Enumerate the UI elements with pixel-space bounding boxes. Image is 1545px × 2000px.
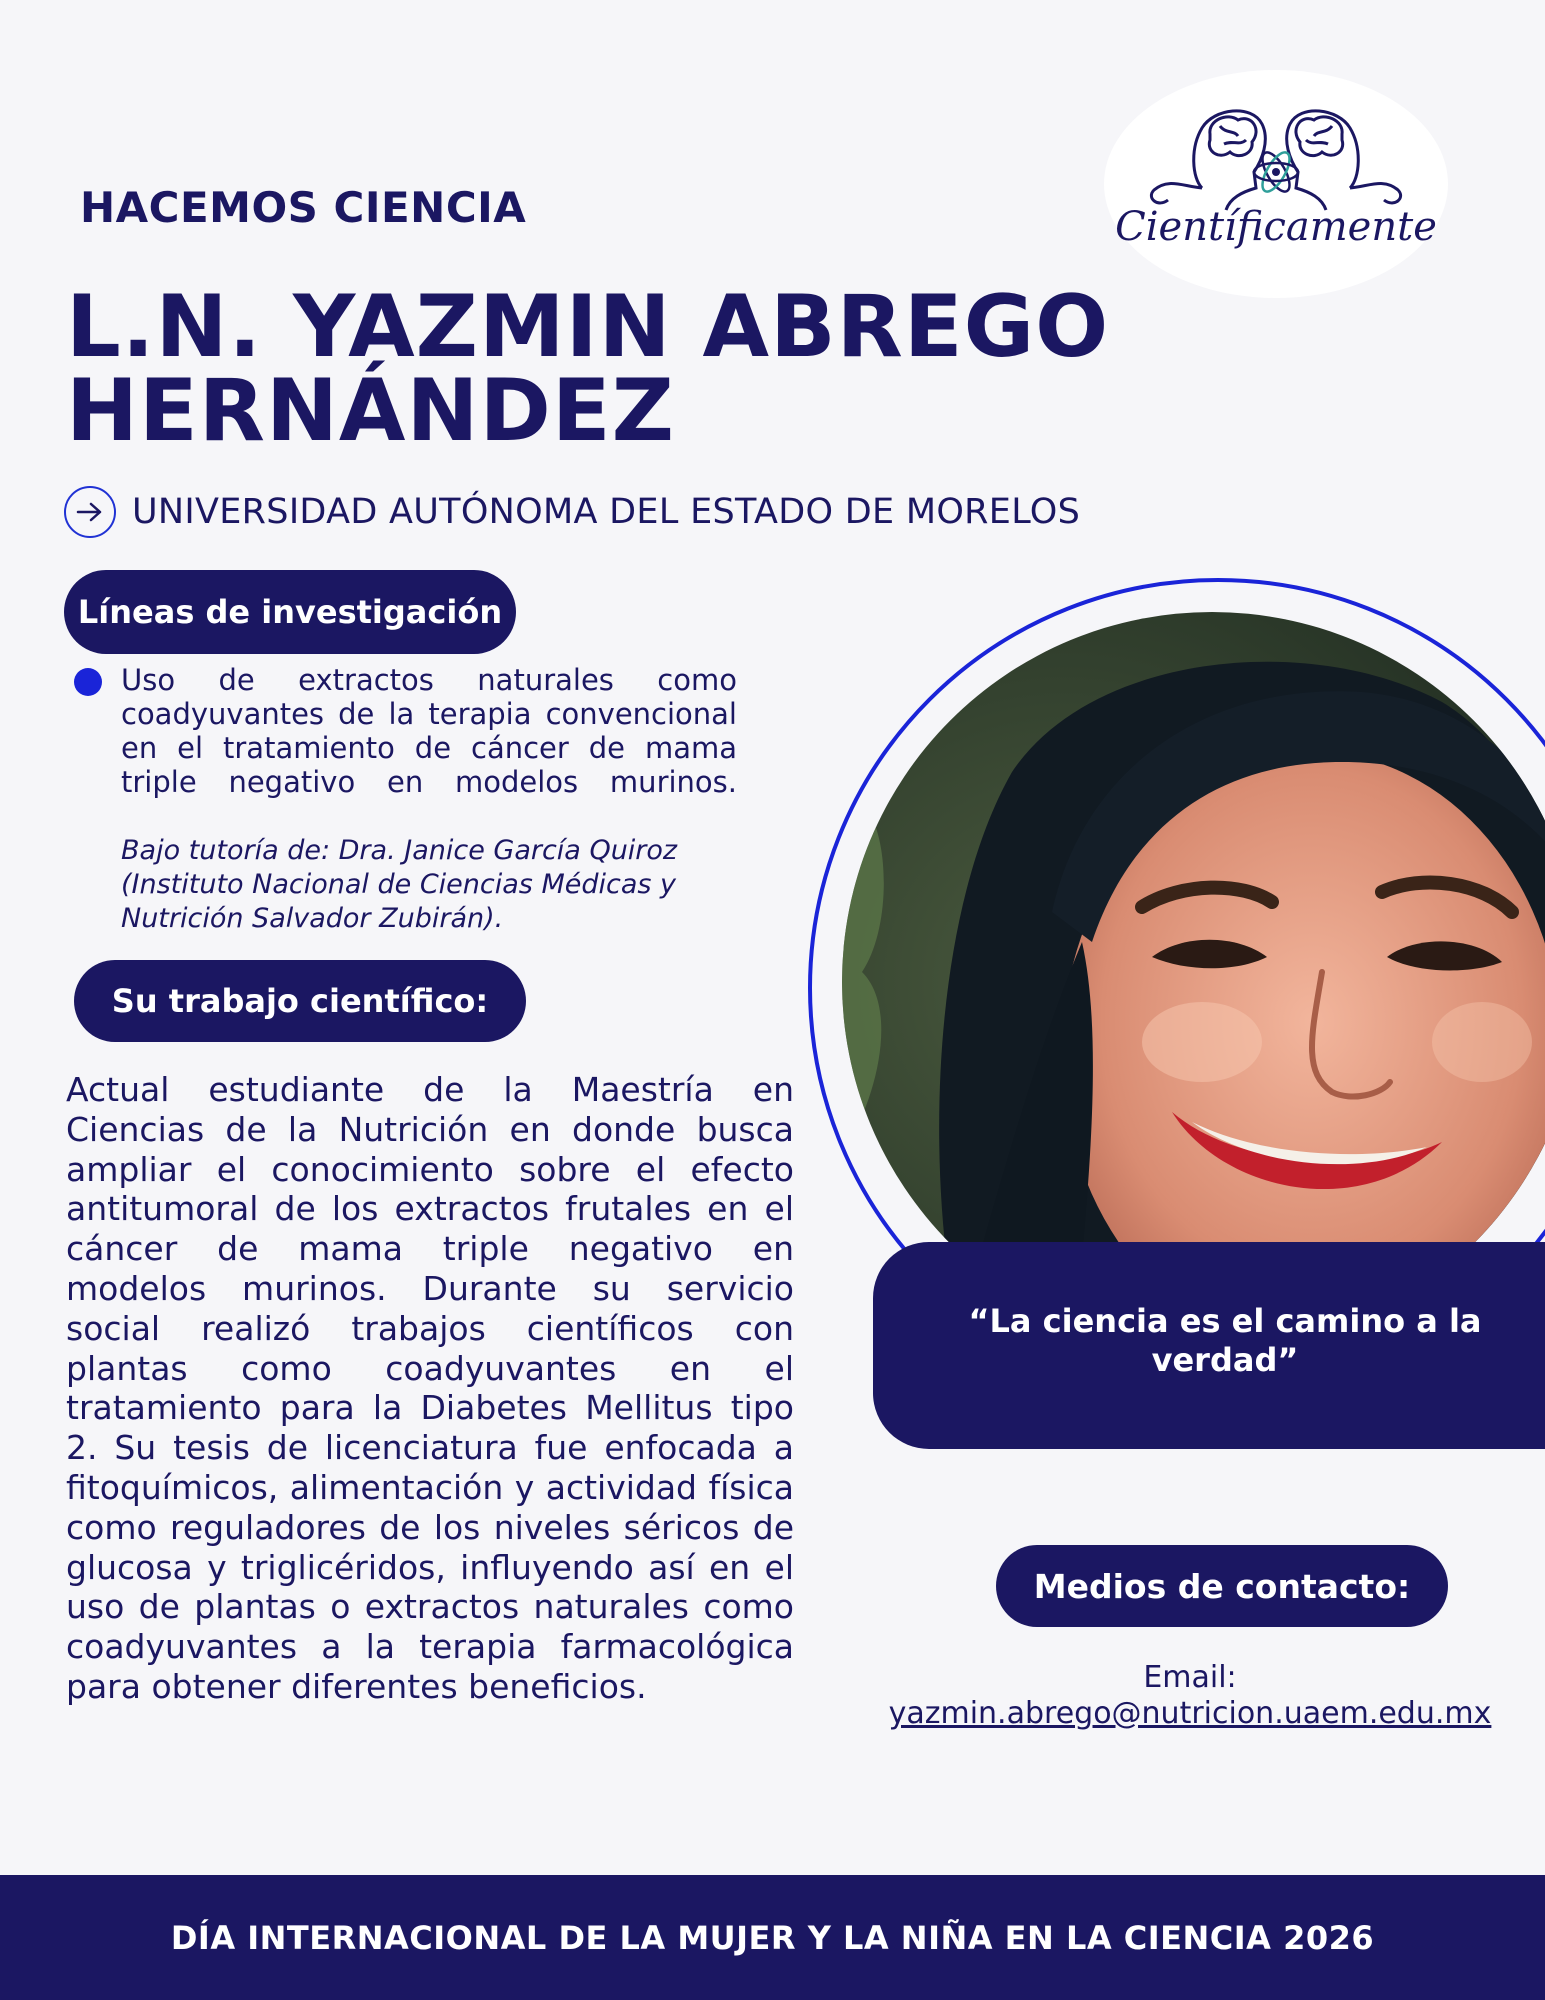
- section-kicker: HACEMOS CIENCIA: [80, 183, 527, 232]
- person-name: [66, 277, 1110, 461]
- contact-heading: Medios de contacto:: [996, 1545, 1448, 1627]
- person-name-line1: L.N. YAZMIN ABREGO: [66, 277, 1110, 377]
- footer-text: DÍA INTERNACIONAL DE LA MUJER Y LA NIÑA EN LA CIENCIA 2026: [170, 1918, 1375, 1957]
- scientific-work-heading: Su trabajo científico:: [74, 960, 526, 1042]
- portrait-photo: [842, 612, 1545, 1352]
- person-name-line2: HERNÁNDEZ: [66, 361, 675, 461]
- cientificamente-logo: [1102, 68, 1450, 300]
- research-item: Uso de extractos naturales como coadyuvantes de la terapia convencional en el tratamiento de cáncer de mama triple negativo en modelos murinos.: [121, 663, 737, 799]
- research-tutor: Bajo tutoría de: Dra. Janice García Quiroz (Instituto Nacional de Ciencias Médicas y Nutrición Salvador Zubirán).: [121, 835, 678, 934]
- footer-banner: [0, 1875, 1545, 2000]
- bullet-dot-icon: [74, 668, 102, 696]
- brain-heads-icon: [1102, 68, 1450, 300]
- quote-text: “La ciencia es el camino a la verdad”: [968, 1302, 1482, 1379]
- research-lines-heading: Líneas de investigación: [64, 570, 516, 654]
- email-label: Email:: [1143, 1660, 1237, 1695]
- email-link[interactable]: yazmin.abrego@nutricion.uaem.edu.mx: [888, 1696, 1492, 1731]
- arrow-right-circle-icon: [64, 486, 116, 538]
- logo-wordmark: Científicamente: [1115, 204, 1437, 250]
- institution-row: [64, 486, 1080, 538]
- institution-name: UNIVERSIDAD AUTÓNOMA DEL ESTADO DE MORELOS: [132, 492, 1081, 532]
- scientific-work-text: Actual estudiante de la Maestría en Ciencias de la Nutrición en donde busca ampliar el conocimiento sobre el efecto antitumoral de los extractos frutales en el cáncer de mama triple negativo en modelos murinos. Durante su servicio social realizó trabajos científicos con plantas como coadyuvantes en el tratamiento para la Diabetes Mellitus tipo 2. Su tesis de licenciatura fue enfocada a fitoquímicos, alimentación y actividad física como reguladores de los niveles séricos de glucosa y triglicéridos, influyendo así en el uso de plantas o extractos naturales como coadyuvantes a la terapia farmacológica para obtener diferentes beneficios.: [66, 1070, 794, 1706]
